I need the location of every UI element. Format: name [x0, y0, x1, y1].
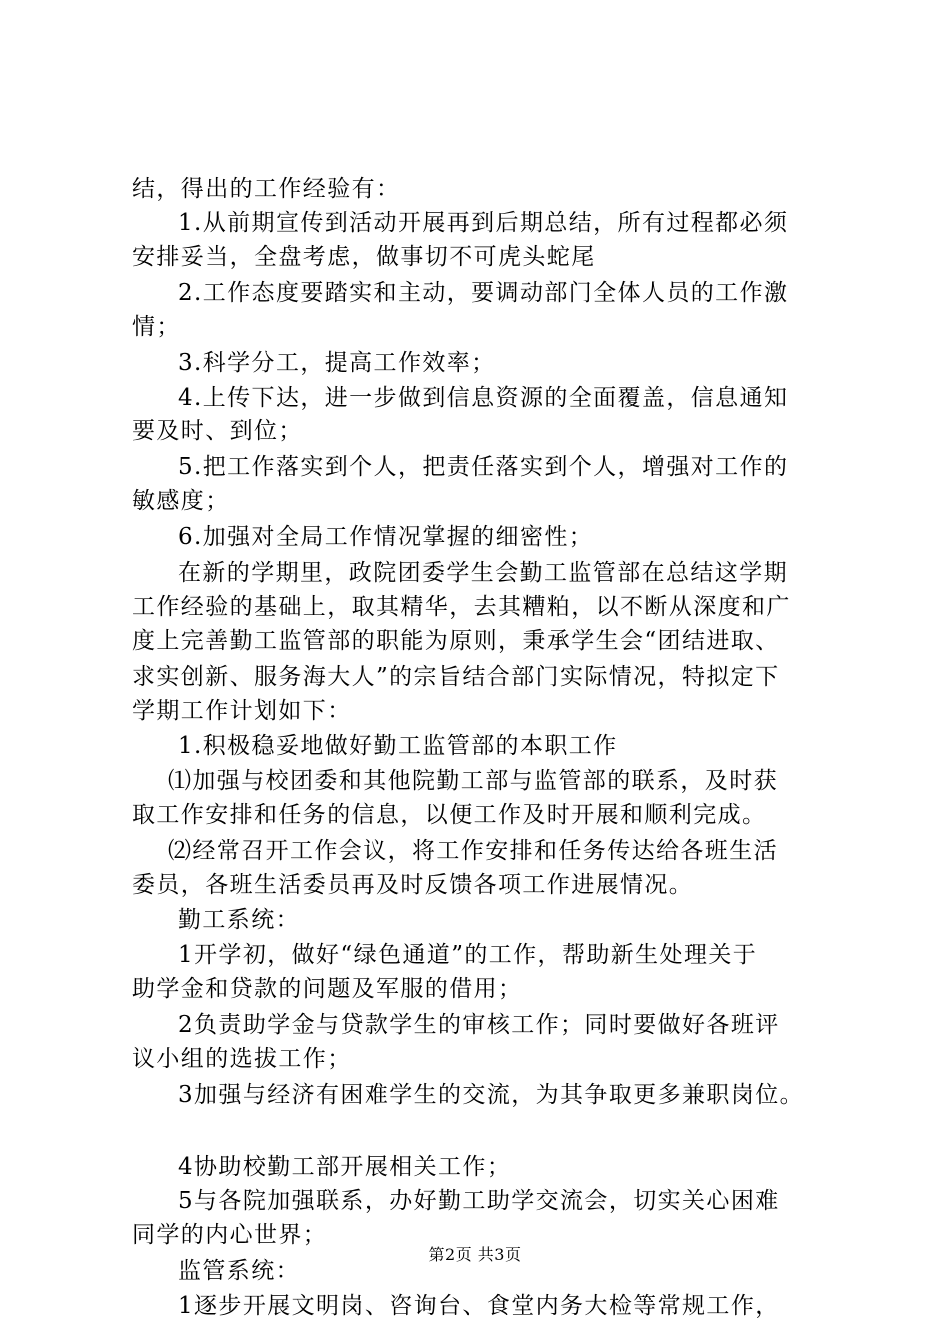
text-line: 5与各院加强联系，办好勤工助学交流会，切实关心困难 — [178, 1188, 780, 1214]
text-line: 求实创新、服务海大人”的宗旨结合部门实际情况，特拟定下 — [132, 664, 780, 690]
text-line: 1开学初，做好“绿色通道”的工作，帮助新生处理关于 — [178, 942, 758, 968]
text-line: 情； — [132, 314, 181, 340]
text-line: ⑴加强与校团委和其他院勤工部与监管部的联系，及时获 — [168, 768, 778, 794]
text-line: 工作经验的基础上，取其精华，去其糟粕，以不断从深度和广 — [132, 594, 791, 620]
text-line: 度上完善勤工监管部的职能为原则，秉承学生会“团结进取、 — [132, 628, 780, 654]
text-line: 3.科学分工，提高工作效率； — [178, 350, 496, 376]
text-line: ⑵经常召开工作会议，将工作安排和任务传达给各班生活 — [168, 838, 778, 864]
text-line: 在新的学期里，政院团委学生会勤工监管部在总结这学期 — [178, 560, 788, 586]
text-line: 同学的内心世界； — [132, 1222, 328, 1248]
text-line: 敏感度； — [132, 488, 230, 514]
text-line: 取工作安排和任务的信息，以便工作及时开展和顺利完成。 — [132, 802, 767, 828]
text-line: 4.上传下达，进一步做到信息资源的全面覆盖，信息通知 — [178, 385, 789, 411]
section-heading: 勤工系统： — [178, 907, 300, 933]
text-line: 4协助校勤工部开展相关工作； — [178, 1154, 512, 1180]
section-heading: 监管系统： — [178, 1258, 300, 1284]
text-line: 1逐步开展文明岗、咨询台、食堂内务大检等常规工作， — [178, 1293, 780, 1319]
text-line: 6.加强对全局工作情况掌握的细密性； — [178, 524, 594, 550]
text-line: 5.把工作落实到个人，把责任落实到个人，增强对工作的 — [178, 454, 789, 480]
text-line: 委员，各班生活委员再及时反馈各项工作进展情况。 — [132, 872, 694, 898]
text-line: 助学金和贷款的问题及军服的借用； — [132, 976, 523, 1002]
text-line: 学期工作计划如下： — [132, 698, 352, 724]
text-line: 安排妥当，全盘考虑，做事切不可虎头蛇尾 — [132, 244, 596, 270]
text-line: 1.从前期宣传到活动开展再到后期总结，所有过程都必须 — [178, 210, 789, 236]
page-number-footer: 第2页 共3页 — [428, 1245, 522, 1264]
text-line: 2负责助学金与贷款学生的审核工作；同时要做好各班评 — [178, 1012, 780, 1038]
text-line: 1.积极稳妥地做好勤工监管部的本职工作 — [178, 733, 618, 759]
text-line: 议小组的选拔工作； — [132, 1046, 352, 1072]
text-line: 3加强与经济有困难学生的交流，为其争取更多兼职岗位。 — [178, 1082, 805, 1108]
text-line: 2.工作态度要踏实和主动，要调动部门全体人员的工作激 — [178, 280, 789, 306]
text-line: 结，得出的工作经验有： — [132, 176, 401, 202]
text-line: 要及时、到位； — [132, 418, 303, 444]
